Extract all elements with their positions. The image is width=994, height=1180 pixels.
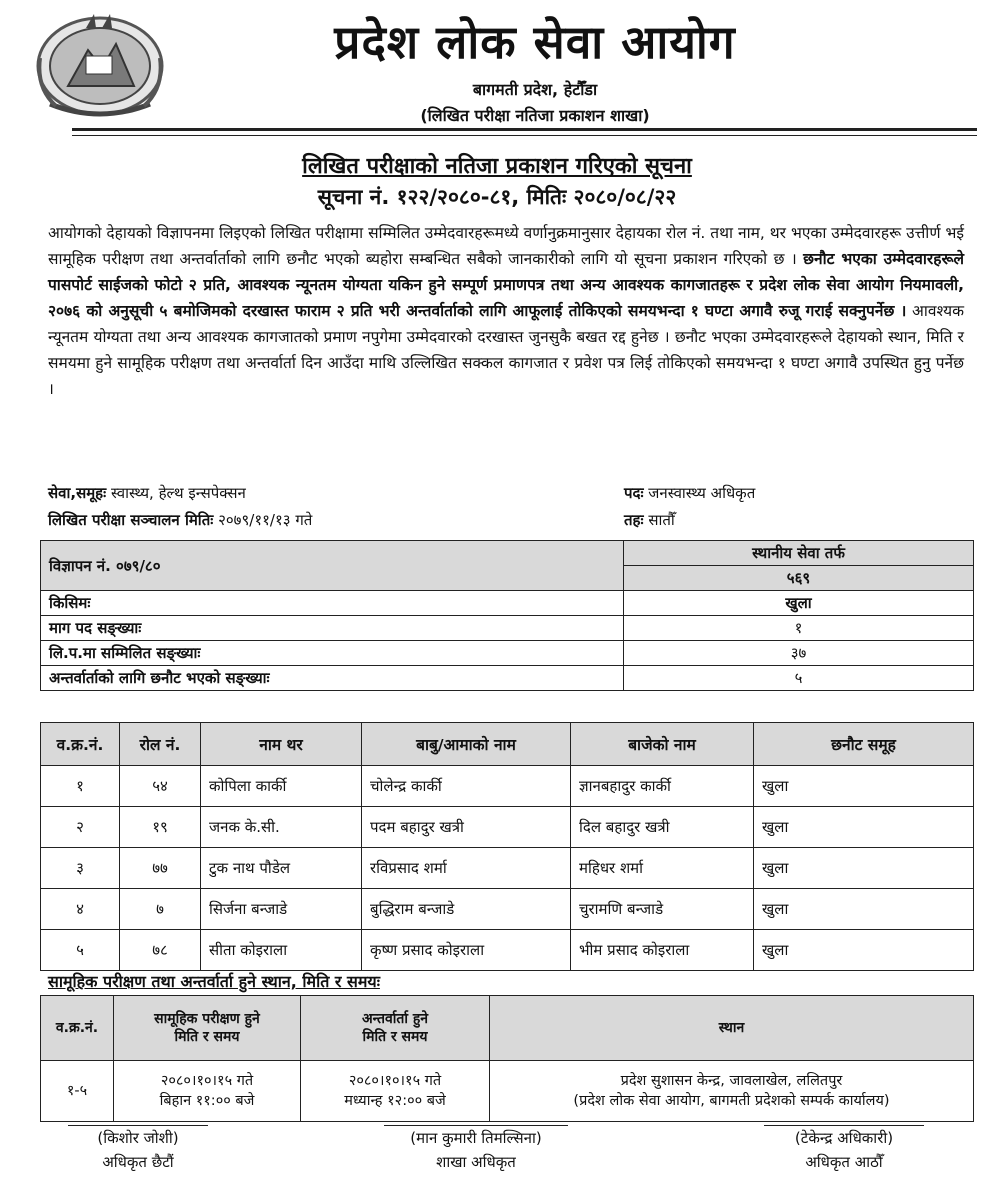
service-group — [48, 483, 246, 503]
venue-line1: प्रदेश सुशासन केन्द्र, जावलाखेल, ललितपुर — [620, 1073, 843, 1089]
notice-title: लिखित परीक्षाको नतिजा प्रकाशन गरिएको सूचना — [302, 154, 692, 179]
advertisement-code: ५६९ — [624, 566, 974, 591]
schedule-header-serial: व.क्र.नं. — [41, 996, 114, 1061]
column-header: नाम थर — [201, 723, 362, 766]
organization-name: प्रदेश लोक सेवा आयोग — [334, 15, 736, 69]
schedule-table — [40, 995, 974, 1122]
cell-serial: ५ — [41, 930, 120, 971]
advertisement-number: विज्ञापन नं. ०७९/८० — [41, 541, 624, 591]
advertisement-summary-table — [40, 540, 974, 691]
organization-location: बागमती प्रदेश, हेटौँडा — [472, 80, 598, 99]
cell-parent: चोलेन्द्र कार्की — [362, 766, 571, 807]
cell-parent: कृष्ण प्रसाद कोइराला — [362, 930, 571, 971]
selected-value: ५ — [624, 666, 974, 691]
service-group-label: सेवा,समूहः — [48, 484, 107, 502]
cell-group: खुला — [754, 848, 974, 889]
column-header: बाबु/आमाको नाम — [362, 723, 571, 766]
signatory-2 — [384, 1125, 568, 1174]
column-header: रोल नं. — [120, 723, 201, 766]
letterhead — [0, 0, 994, 145]
cell-serial: २ — [41, 807, 120, 848]
signatory-title: शाखा अधिकृत — [436, 1153, 516, 1171]
column-header: छनौट समूह — [754, 723, 974, 766]
header-divider — [72, 128, 977, 131]
venue-line2: (प्रदेश लोक सेवा आयोग, बागमती प्रदेशको सम्पर्क कार्यालय) — [573, 1093, 890, 1109]
schedule-header-row — [41, 996, 974, 1061]
schedule-header-venue: स्थान — [490, 996, 974, 1061]
cell-parent: रविप्रसाद शर्मा — [362, 848, 571, 889]
exam-date-value: २०७९/११/१३ गते — [218, 511, 313, 529]
table-row — [41, 807, 974, 848]
schedule-header-group-test — [114, 996, 301, 1061]
cell-group: खुला — [754, 930, 974, 971]
schedule-serial: १-५ — [41, 1061, 114, 1122]
table-row — [41, 1061, 974, 1122]
signatory-name: (किशोर जोशी) — [68, 1125, 208, 1150]
level — [624, 510, 675, 530]
schedule-title: सामूहिक परीक्षण तथा अन्तर्वार्ता हुने स्थान, मिति र समयः — [48, 972, 380, 991]
participants-value: ३७ — [624, 641, 974, 666]
cell-name: सीता कोइराला — [201, 930, 362, 971]
cell-group: खुला — [754, 807, 974, 848]
signatory-title: अधिकृत आठौँ — [805, 1153, 883, 1171]
cell-roll: ७ — [120, 889, 201, 930]
post-label: पदः — [624, 484, 644, 502]
cell-group: खुला — [754, 889, 974, 930]
cell-serial: ३ — [41, 848, 120, 889]
exam-date-label: लिखित परीक्षा सञ्चालन मितिः — [48, 511, 214, 529]
cell-name: टुक नाथ पौडेल — [201, 848, 362, 889]
government-emblem-icon — [30, 8, 170, 120]
posts-label: माग पद सङ्ख्याः — [41, 616, 624, 641]
cell-serial: १ — [41, 766, 120, 807]
group-test-date: २०८०।१०।१५ गते — [160, 1073, 254, 1089]
table-row — [41, 848, 974, 889]
notice-body-closing: आवश्यक न्यूनतम योग्यता तथा अन्य आवश्यक कागजातको प्रमाण नपुगेमा उम्मेदवारको दरखास्त जुनसुकै बखत रद्द हुनेछ । छनौट भएका उम्मेदवारहरूले देहायको स्थान, मिति र समयमा हुने सामूहिक परीक्षण तथा अन्तर्वार्ता दिन आउँदा माथि उल्लिखित सक्कल कागजात र प्रवेश पत्र लिई तोकिएको समयभन्दा १ घण्टा अगावै उपस्थित हुनु पर्नेछ । — [48, 302, 964, 398]
type-value: खुला — [624, 591, 974, 616]
cell-roll: १९ — [120, 807, 201, 848]
notice-body-instructions: छनौट भएका उम्मेदवारहरूले पासपोर्ट साईजको फोटो २ प्रति, आवश्यक न्यूनतम योग्यता यकिन हुने सम्पूर्ण प्रमाणपत्र तथा अन्य आवश्यक कागजातहरू र प्रदेश लोक सेवा आयोग नियमावली, २०७६ को अनुसूची ५ बमोजिमको दरखास्त फाराम २ प्रति भरी अन्तर्वार्ताको लागि आफूलाई तोकिएको समयभन्दा १ घण्टा अगावै रुजू गराई सक्नुपर्नेछ । — [48, 250, 965, 320]
cell-grandparent: भीम प्रसाद कोइराला — [571, 930, 754, 971]
signatory-1 — [68, 1125, 208, 1174]
cell-grandparent: दिल बहादुर खत्री — [571, 807, 754, 848]
table-row — [41, 889, 974, 930]
venue — [490, 1061, 974, 1122]
cell-name: जनक के.सी. — [201, 807, 362, 848]
type-label: किसिमः — [41, 591, 624, 616]
column-header: बाजेको नाम — [571, 723, 754, 766]
notice-body — [48, 220, 964, 402]
group-test-datetime — [114, 1061, 301, 1122]
cell-roll: ७८ — [120, 930, 201, 971]
table-row — [41, 930, 974, 971]
participants-label: लि.प.मा सम्मिलित सङ्ख्याः — [41, 641, 624, 666]
level-label: तहः — [624, 511, 644, 529]
cell-roll: ७७ — [120, 848, 201, 889]
cell-parent: पदम बहादुर खत्री — [362, 807, 571, 848]
notice-number: सूचना नं. १२२/२०८०-८१, मितिः २०८०/०८/२२ — [317, 185, 677, 209]
service-group-value: स्वास्थ्य, हेल्थ इन्सपेक्सन — [110, 484, 246, 502]
cell-name: सिर्जना बन्जाडे — [201, 889, 362, 930]
cell-parent: बुद्धिराम बन्जाडे — [362, 889, 571, 930]
post-value: जनस्वास्थ्य अधिकृत — [648, 484, 756, 502]
signatory-name: (मान कुमारी तिमल्सिना) — [384, 1125, 568, 1150]
organization-branch: (लिखित परीक्षा नतिजा प्रकाशन शाखा) — [420, 106, 650, 125]
schedule-header-interview-line2: मिति र समय — [362, 1029, 428, 1045]
level-value: सातौँ — [648, 511, 675, 529]
cell-group: खुला — [754, 766, 974, 807]
interview-date: २०८०।१०।१५ गते — [348, 1073, 442, 1089]
selected-label: अन्तर्वार्ताको लागि छनौट भएको सङ्ख्याः — [41, 666, 624, 691]
signatory-3 — [764, 1125, 924, 1174]
candidates-table — [40, 722, 974, 971]
signatory-name: (टेकेन्द्र अधिकारी) — [764, 1125, 924, 1150]
cell-serial: ४ — [41, 889, 120, 930]
cell-grandparent: महिधर शर्मा — [571, 848, 754, 889]
schedule-header-interview-line1: अन्तर्वार्ता हुने — [361, 1011, 429, 1027]
schedule-header-group-test-line2: मिति र समय — [174, 1029, 240, 1045]
group-test-time: बिहान ११:०० बजे — [159, 1093, 255, 1109]
service-side: स्थानीय सेवा तर्फ — [624, 541, 974, 566]
table-row — [41, 766, 974, 807]
cell-roll: ५४ — [120, 766, 201, 807]
schedule-header-group-test-line1: सामूहिक परीक्षण हुने — [154, 1011, 260, 1027]
interview-time: मध्यान्ह १२:०० बजे — [344, 1093, 446, 1109]
interview-datetime — [301, 1061, 490, 1122]
candidates-header-row — [41, 723, 974, 766]
exam-date — [48, 510, 312, 530]
posts-value: १ — [624, 616, 974, 641]
column-header: व.क्र.नं. — [41, 723, 120, 766]
cell-grandparent: ज्ञानबहादुर कार्की — [571, 766, 754, 807]
cell-grandparent: चुरामणि बन्जाडे — [571, 889, 754, 930]
cell-name: कोपिला कार्की — [201, 766, 362, 807]
schedule-header-interview — [301, 996, 490, 1061]
post — [624, 483, 755, 503]
signatory-title: अधिकृत छैटौं — [102, 1153, 174, 1171]
header-divider-thin — [72, 135, 977, 136]
notice-body-intro: आयोगको देहायको विज्ञापनमा लिइएको लिखित परीक्षामा सम्मिलित उम्मेदवारहरूमध्ये वर्णानुक्रमानुसार देहायका रोल नं. तथा नाम, थर भएका उम्मेदवारहरू उत्तीर्ण भई सामूहिक परीक्षण तथा अन्तर्वार्ताको लागि छनौट भएको ब्यहोरा सम्बन्धित सबैको जानकारीको लागि यो सूचना प्रकाशन गरिएको छ । — [48, 224, 964, 268]
